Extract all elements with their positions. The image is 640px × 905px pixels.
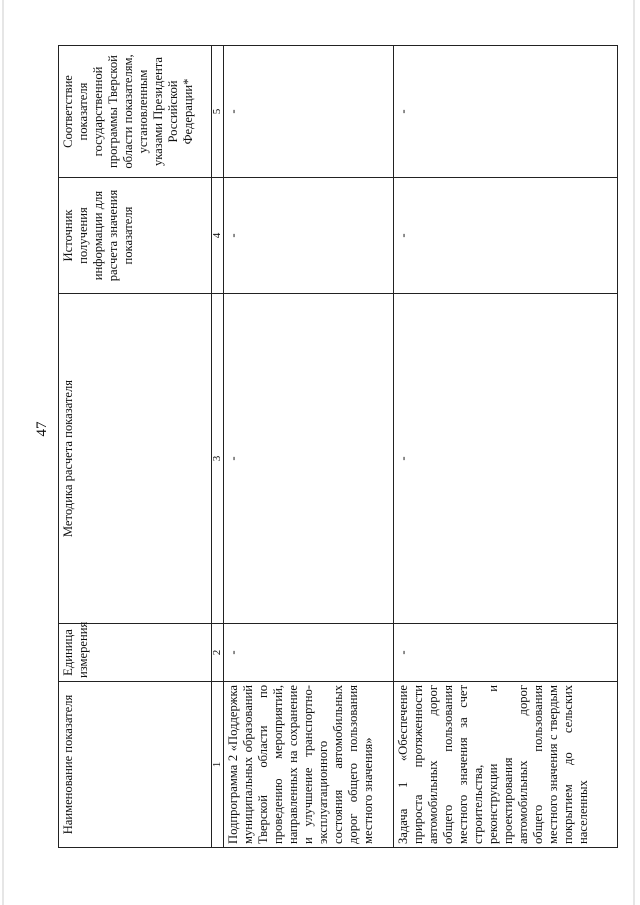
column-number: 4 — [212, 178, 224, 294]
column-number: 5 — [212, 46, 224, 178]
table-row — [394, 46, 618, 848]
header-source: Источник получения информации для расчета значения показателя — [59, 178, 212, 294]
source-cell: - — [224, 178, 394, 294]
column-number: 2 — [212, 624, 224, 682]
method-cell: - — [224, 294, 394, 624]
table-row — [224, 46, 394, 848]
compliance-cell: - — [224, 46, 394, 178]
column-number: 1 — [212, 682, 224, 848]
source-cell: - — [394, 178, 618, 294]
page-number: 47 — [34, 421, 50, 437]
indicator-table — [58, 45, 618, 848]
column-number: 3 — [212, 294, 224, 624]
column-number-row — [212, 46, 224, 848]
unit-cell: - — [394, 624, 618, 682]
table-header-row — [59, 46, 212, 848]
unit-cell: - — [224, 624, 394, 682]
header-unit: Единица измерения — [59, 624, 212, 682]
method-cell: - — [394, 294, 618, 624]
indicator-table-rotated — [58, 46, 638, 848]
compliance-cell: - — [394, 46, 618, 178]
indicator-name-cell: Задача 1 «Обеспечение прироста протяженности автомобильных дорог общего пользования местного значения за счет строительства, реконструкции и проектирования автомобильных дорог общего пользования местного значения с твердым покрытием до сельских населенных — [394, 682, 618, 848]
header-compliance: Соответствие показателя государственной программы Тверской области показателям, установленным указами Президента Российской Федерации* — [59, 46, 212, 178]
indicator-name-cell: Подпрограмма 2 «Поддержка муниципальных образований Тверской области по проведению мероприятий, направленных на сохранение и улучшение транспортно-эксплуатационного состояния автомобильных дорог общего пользования местного значения» — [224, 682, 394, 848]
scan-edge-left — [2, 0, 4, 905]
header-method: Методика расчета показателя — [59, 294, 212, 624]
header-indicator-name: Наименование показателя — [59, 682, 212, 848]
